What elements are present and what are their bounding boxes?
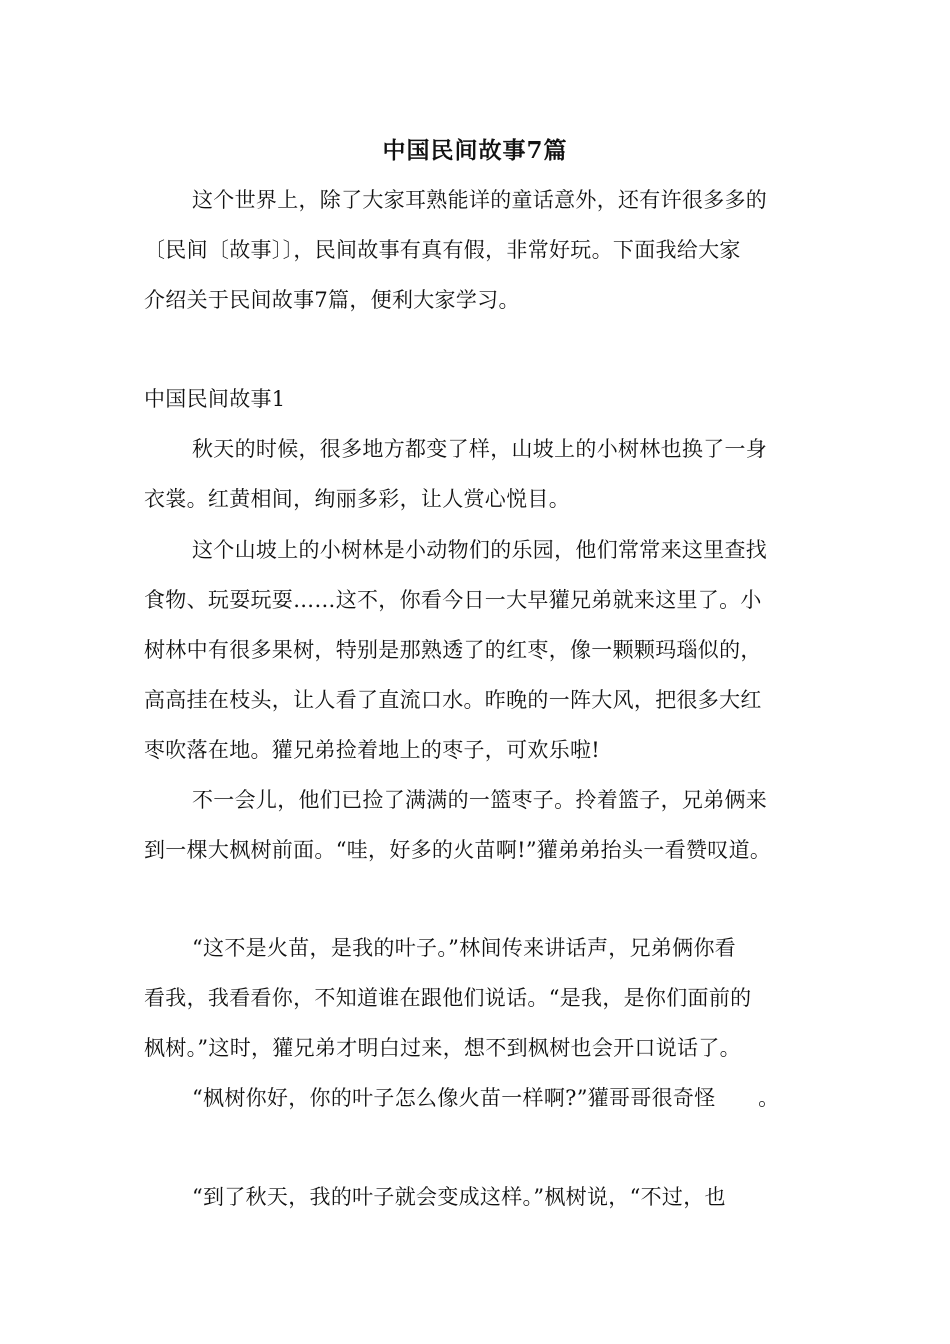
paragraph-line: 枣吹落在地。獾兄弟捡着地上的枣子，可欢乐啦! bbox=[144, 738, 601, 762]
paragraph-line: 不一会儿，他们已捡了满满的一篮枣子。拎着篮子，兄弟俩来 bbox=[192, 788, 768, 812]
paragraph-line: “这不是火苗，是我的叶子。”林间传来讲话声，兄弟俩你看 bbox=[192, 936, 737, 960]
paragraph-line: 树林中有很多果树，特别是那熟透了的红枣，像一颗颗玛瑙似的， bbox=[144, 638, 762, 662]
paragraph-line: 衣裳。红黄相间，绚丽多彩，让人赏心悦目。 bbox=[144, 487, 570, 511]
paragraph-line: 这个世界上，除了大家耳熟能详的童话意外，还有许很多多的 bbox=[192, 188, 768, 212]
paragraph-line: “枫树你好，你的叶子怎么像火苗一样啊?”獾哥哥很奇怪 。 bbox=[192, 1086, 780, 1110]
document-title: 中国民间故事7篇 bbox=[382, 137, 568, 164]
section-heading: 中国民间故事1 bbox=[144, 387, 286, 411]
paragraph-line: 秋天的时候，很多地方都变了样，山坡上的小树林也换了一身 bbox=[192, 437, 768, 461]
paragraph-line: 介绍关于民间故事7篇，便利大家学习。 bbox=[144, 288, 520, 312]
paragraph-line: 〔民间〔故事〕〕，民间故事有真有假，非常好玩。下面我给大家 bbox=[144, 238, 741, 262]
paragraph-line: 到一棵大枫树前面。“哇，好多的火苗啊!”獾弟弟抬头一看赞叹道。 bbox=[144, 838, 772, 862]
paragraph-line: 这个山坡上的小树林是小动物们的乐园，他们常常来这里查找 bbox=[192, 538, 768, 562]
paragraph-line: 食物、玩耍玩耍……这不，你看今日一大早獾兄弟就来这里了。小 bbox=[144, 588, 762, 612]
paragraph-line: 高高挂在枝头，让人看了直流口水。昨晚的一阵大风，把很多大红 bbox=[144, 688, 762, 712]
paragraph-line: 看我，我看看你，不知道谁在跟他们说话。“是我，是你们面前的 bbox=[144, 986, 752, 1010]
paragraph-line: 枫树。”这时，獾兄弟才明白过来，想不到枫树也会开口说话了。 bbox=[144, 1036, 741, 1060]
paragraph-line: “到了秋天，我的叶子就会变成这样。”枫树说，“不过，也 bbox=[192, 1185, 726, 1209]
